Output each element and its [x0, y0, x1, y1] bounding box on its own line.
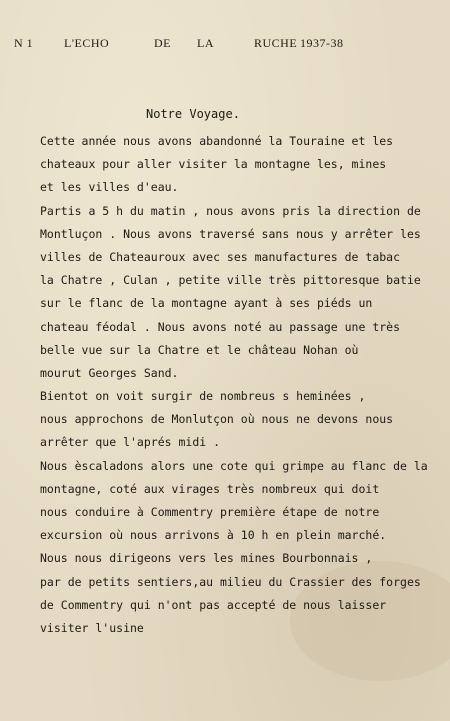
- text-line: chateaux pour aller visiter la montagne les, mines: [40, 157, 387, 172]
- text-line: mourut Georges Sand.: [40, 365, 179, 380]
- text-line: Cette année nous avons abandonné la Touraine et les: [40, 134, 394, 148]
- text-line: et les villes d'eau.: [40, 180, 179, 195]
- article-body: [40, 130, 438, 640]
- header-year: 1937-38: [300, 36, 344, 50]
- article-title: Notre Voyage.: [146, 107, 240, 121]
- header-word: RUCHE: [254, 36, 298, 50]
- text-line: arrêter que l'aprés midi .: [40, 435, 221, 450]
- text-line: Partis a 5 h du matin , nous avons pris la direction de: [40, 203, 421, 218]
- text-line: par de petits sentiers,au milieu du Crassier des forges: [40, 574, 421, 589]
- text-line: la Chatre , Culan , petite ville très pittoresque batie: [40, 273, 421, 288]
- text-line: Nous nous dirigeons vers les mines Bourbonnais ,: [40, 551, 373, 566]
- header-word: LA: [197, 36, 214, 50]
- text-line: Bientot on voit surgir de nombreus s heminées ,: [40, 389, 366, 404]
- text-line: nous approchons de Monlutçon où nous ne devons nous: [40, 412, 394, 427]
- text-line: Montluçon . Nous avons traversé sans nous y arrêter les: [40, 226, 421, 241]
- text-line: visiter l'usine: [40, 620, 144, 635]
- text-line: de Commentry qui n'ont pas accepté de nous laisser: [40, 597, 387, 612]
- text-line: belle vue sur la Chatre et le château Nohan où: [40, 342, 359, 357]
- issue-number: N 1: [14, 36, 34, 50]
- header-word: L'ECHO: [64, 36, 110, 50]
- text-line: montagne, coté aux virages très nombreux qui doit: [40, 481, 380, 496]
- text-line: Nous èscaladons alors une cote qui grimpe au flanc de la: [40, 458, 428, 473]
- text-line: excursion où nous arrivons à 10 h en plein marché.: [40, 528, 387, 543]
- page-header: [14, 36, 436, 52]
- text-line: villes de Chateauroux avec ses manufactures de tabac: [40, 249, 401, 264]
- text-line: nous conduire à Commentry première étape de notre: [40, 505, 380, 519]
- text-line: sur le flanc de la montagne ayant à ses piéds un: [40, 296, 373, 311]
- header-word: DE: [154, 36, 171, 50]
- text-line: chateau féodal . Nous avons noté au passage une très: [40, 319, 401, 334]
